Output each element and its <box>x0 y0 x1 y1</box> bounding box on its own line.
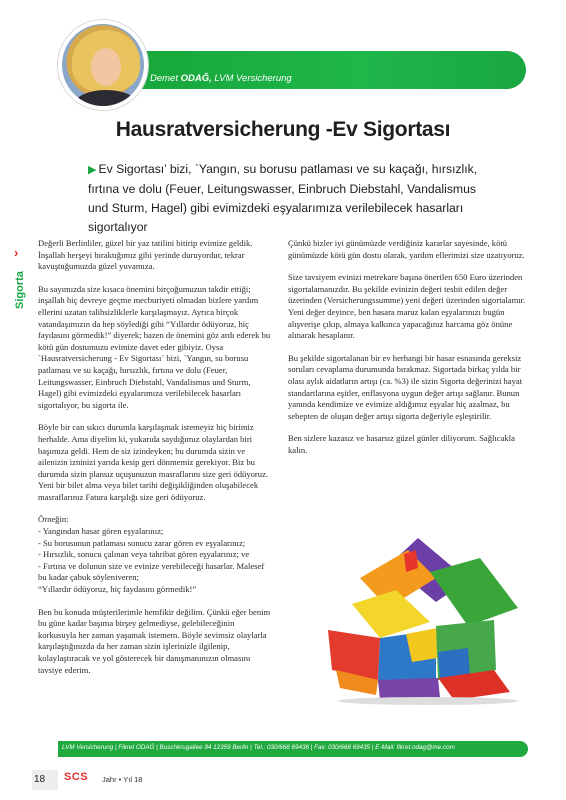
page-number: 18 <box>34 774 46 785</box>
puzzle-house-illustration <box>318 530 528 705</box>
author-surname: ODAĞ, <box>180 73 212 84</box>
author-byline <box>150 73 292 84</box>
paragraph: Bu sayımızda size kısaca önemini birçoğumuzun takdir ettiği; inşallah hiç devreye geçme mecburiyeti olmadan bizlere yardım ellerini uzatan talihsizliklerle karşılaşmayız. Ayrıca birçok vatandaşımızın da hep söylediği gibi “Yıllardır ödüyoruz, hiç faydasını görmedik!” diyerek; bazen de önemini göz ardı ederek bu kötü gün dostumuzu evimize davet eder gibiyiz. Oysa `Hausratversicherung - Ev Sigortası´ bizi, `Yangın, su borusu patlaması ve su kaçağı, hırsızlık, fırtına ve dolu (Feuer, Leitungswasser, Einbruch Diebstahl, Vandalismus und Sturm, Hagel) gibi evimizdeki eşyalarımıza verilebilecek hasarları sigortalıyor, bu sigorta ile. <box>38 283 271 410</box>
portrait-shoulders <box>74 90 138 110</box>
lead-arrow-icon: ▶ <box>88 164 97 176</box>
roof-yellow <box>352 590 430 638</box>
author-first-name: Demet <box>150 73 178 84</box>
paragraph: Değerli Berlinliler, güzel bir yaz tatilini bitirip evimize geldik. İnşallah herşeyi bıraktığımız gibi yerinde duruyordur, tekrar kavuştuğumuzda güzel yuvamıza. <box>38 238 253 272</box>
top-margin <box>0 0 566 20</box>
section-label: Sigorta <box>14 271 26 309</box>
wall-left-red <box>328 630 380 680</box>
chevron-right-icon: › <box>14 245 19 260</box>
piece-shadow <box>338 697 518 705</box>
author-company: LVM Versicherung <box>214 73 292 84</box>
paragraph: Ben sizlere kazasız ve hasarsız güzel günler diliyorum. Sağlıcakla kalın. <box>288 433 515 455</box>
right-column <box>288 238 528 468</box>
paragraph: Çünkü bizler iyi günümüzde verdiğiniz kararlar sayesinde, kötü günümüzde kötü gün dostu olarak, yardım ellerimizi size uzatıyoruz. <box>288 238 525 260</box>
paragraph: Size tavsiyem evinizi metrekare başına önerilen 650 Euro üzerinden sigortalamanızdır. Bu şekilde evinizin değeri tesbit edilen değer üzerinden (Versicherungssumme) yeni değeri üzerinden sigortalamır. Yeni değer deyince, ben hasara maruz kalan eşyalarınızı bugün alışverişe çıkıp, almaya kalkınca yapacağınız harcama göz önüne alınarak hesaplanır. <box>288 272 526 341</box>
article-title: Hausratversicherung -Ev Sigortası <box>115 118 451 141</box>
paragraph: Bu şekilde sigortalanan bir ev herhangi bir hasar esnasında gereksiz soruları cevaplama durumunda bırakmaz. Sigortada birkaç yılda bir olası aylık aidatların artışı (ca. %3) ile sizin Sigorta değerinizi hayat standartlarına eşitler, enflasyona uygun değer artışı sağlanır. Bunun yanında kendimize ve evimize aldığımız eşyalar hiç azalmaz, bu sebepten de oluşan değer artışı sigorta değeriyle eşleştirilir. <box>288 352 523 421</box>
lead-text: Ev Sigortası’ bizi, `Yangın, su borusu patlaması ve su kaçağı, hırsızlık, fırtına ve dolu (Feuer, Leitungswasser, Einbruch Diebstahl, Vandalismus und Sturm, Hagel) gibi evimizdeki eşyalarımıza verilebilecek hasarları sigortalıyor <box>88 162 478 234</box>
left-column <box>38 238 274 687</box>
paragraph: Ben bu konuda müşterilerimle hemfikir değilim. Çünkü eğer benim bu güne kadar başıma birşey gelmediyse, gelebileceğinin korkusuyla her zaman yaşamak istemem. Böyle sevimsiz olaylarla karşılaştığınızda da her zaman sizin işlerinizle ilgilenip, kolaylaştıracak ve yol gösterecek bir danışmanınızın olmasını tavsiye ederim. <box>38 606 271 675</box>
floor-purple <box>378 678 440 700</box>
magazine-logo: SCS <box>64 771 89 783</box>
issue-label: Jahr • Yıl 18 <box>102 775 143 784</box>
contact-info: LVM Versicherung | Fikret ODAĞ | Buschkrugallee 94 12359 Berlin | Tel.: 030/668 69436 | Fax: 030/668 69435 | E-Mail: fikret.odag@me.com <box>62 744 455 751</box>
example-list: Örneğin: - Yangından hasar gören eşyalarınız; - Su borusunun patlaması sonucu zarar gören ev eşyalarınız; - Hırsızlık, sonucu çalınan veya tahribat gören eşyalarınız; ve - Fırtına ve dolunun size ve evinize verebileceği hasarlar. Malesef bu kadar çabuk söyleniveren; “Yıllardır ödüyoruz, hiç faydasını görmedik!” <box>38 514 265 595</box>
section-tab <box>12 245 28 309</box>
paragraph: Böyle bir can sıkıcı durumla karşılaşmak istemeyiz hiç birimiz herhalde. Ama diyelim ki, yukarıda saydığımız olaylardan biri başımıza geldi. Hem de siz izindeyken; bu durumda sizin ve ailenizin izninizi yarıda kesip geri dönmemiz gerekiyor. Biz bu durumda sizin plansız uçuşunuzun masraflarını size geri ödüyoruz. Yeni bir bilet alma veya bilet tarihi değişikliğinden oluşabilecek masraflarınız Fatura karşılığı size geri ödüyoruz. <box>38 422 269 502</box>
page-footer <box>0 768 566 800</box>
author-portrait <box>58 20 148 110</box>
article-lead <box>88 160 488 237</box>
portrait-face <box>91 48 121 86</box>
